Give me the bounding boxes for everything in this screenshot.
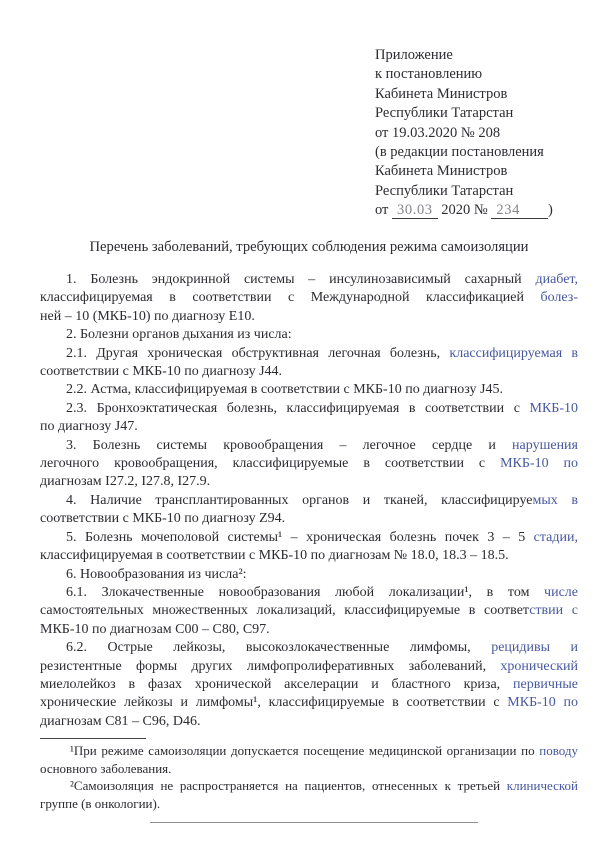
header-line: к постановлению bbox=[375, 66, 483, 83]
header-line: Республики Татарстан bbox=[375, 182, 514, 199]
text-line bbox=[40, 694, 578, 712]
text-segment: МКБ-10 по bbox=[507, 695, 579, 711]
text-line bbox=[40, 308, 578, 326]
document-title: Перечень заболеваний, требующих соблюдения режима самоизоляции bbox=[89, 239, 529, 255]
amendment-date-value: 30.03 bbox=[392, 203, 438, 219]
text-segment: резистентные формы других лимфопролиферативных заболеваний, bbox=[40, 658, 501, 674]
text-line bbox=[40, 400, 578, 418]
text-segment: 2.1. Другая хроническая обструктивная легочная болезнь, bbox=[66, 345, 450, 361]
text-segment: хронический bbox=[500, 658, 578, 674]
text-line bbox=[40, 602, 578, 620]
text-segment: МКБ-10 по диагнозам С00 – С80, С97. bbox=[40, 621, 270, 637]
text-line bbox=[40, 492, 578, 510]
paragraph bbox=[40, 492, 578, 529]
text-segment: нарушения bbox=[512, 437, 578, 453]
paragraph bbox=[40, 639, 578, 731]
amendment-middle: 2020 № bbox=[441, 202, 488, 219]
text-line bbox=[40, 381, 578, 399]
text-segment: 2.2. Астма, классифицируемая в соответствии с МКБ-10 по диагнозу J45. bbox=[66, 382, 503, 398]
text-segment: классифицируемая в соответствии с Международной классификацией bbox=[40, 290, 541, 306]
paragraph bbox=[40, 326, 578, 344]
text-segment: 5. Болезнь мочеполовой системы¹ – хроническая болезнь почек 3 – 5 bbox=[66, 529, 534, 545]
text-segment: числе bbox=[544, 584, 578, 600]
header-line: (в редакции постановления bbox=[375, 144, 544, 161]
text-segment: самостоятельных множественных локализаций, классифицируемые в соответ bbox=[40, 603, 530, 619]
text-line bbox=[40, 566, 578, 584]
text-segment: соответствии с МКБ-10 по диагнозу Z94. bbox=[40, 511, 286, 527]
text-line bbox=[40, 326, 578, 344]
text-line bbox=[40, 621, 578, 639]
text-segment: мых в bbox=[532, 492, 578, 508]
text-segment: болез- bbox=[540, 290, 578, 306]
text-line bbox=[40, 455, 578, 473]
footnote bbox=[40, 777, 578, 812]
text-segment: 3. Болезнь системы кровообращения – легочное сердце и bbox=[66, 437, 513, 453]
header-block bbox=[375, 46, 600, 221]
text-line bbox=[40, 584, 578, 602]
text-segment: по диагнозу J47. bbox=[40, 419, 138, 435]
header-line: Кабинета Министров bbox=[375, 163, 508, 180]
text-segment: 6.2. Острые лейкозы, высокозлокачественные лимфомы, bbox=[66, 640, 492, 656]
text-line bbox=[40, 777, 578, 795]
text-segment: 2.3. Бронхоэктатическая болезнь, классифицируемая в соответствии с bbox=[66, 400, 530, 416]
header-line: Приложение bbox=[375, 47, 453, 63]
amendment-prefix: от bbox=[375, 202, 389, 219]
header-line: от 19.03.2020 № 208 bbox=[375, 124, 501, 141]
text-segment: МКБ-10 по bbox=[500, 456, 578, 472]
text-line bbox=[40, 418, 578, 436]
footnote-separator-line bbox=[40, 738, 146, 739]
text-segment: рецидивы и bbox=[491, 640, 578, 656]
text-line bbox=[40, 639, 578, 657]
paragraph bbox=[40, 437, 578, 492]
text-segment: классифицируемая в bbox=[449, 345, 579, 361]
text-segment: легочного кровообращения, классифицируемые в соответствии с bbox=[40, 456, 501, 472]
paragraph bbox=[40, 271, 578, 326]
text-line bbox=[40, 658, 578, 676]
paragraph bbox=[40, 381, 578, 399]
text-segment: поводу bbox=[539, 743, 578, 758]
text-line bbox=[40, 529, 578, 547]
text-line bbox=[40, 271, 578, 289]
text-line bbox=[40, 345, 578, 363]
text-segment: 2. Болезни органов дыхания из числа: bbox=[66, 327, 292, 343]
footnote bbox=[40, 742, 578, 777]
text-segment: 4. Наличие трансплантированных органов и тканей, классифицируе bbox=[66, 492, 533, 508]
text-line bbox=[40, 795, 578, 813]
paragraph bbox=[40, 529, 578, 566]
text-line bbox=[40, 742, 578, 760]
text-segment: миелолейкоз в фазах хронической акселерации и бластного криза, bbox=[40, 676, 514, 692]
paragraph bbox=[40, 584, 578, 639]
paragraph bbox=[40, 345, 578, 382]
amendment-line bbox=[375, 201, 600, 220]
footnotes bbox=[40, 742, 578, 812]
text-segment: ²Самоизоляция не распространяется на пациентов, отнесенных к третьей bbox=[70, 778, 507, 794]
header-line: Республики Татарстан bbox=[375, 105, 514, 122]
text-segment: первичные bbox=[513, 676, 578, 692]
text-segment: ствии с bbox=[529, 603, 578, 619]
amendment-suffix: ) bbox=[547, 202, 553, 219]
text-segment: диагнозам I27.2, I27.8, I27.9. bbox=[40, 474, 211, 490]
text-line bbox=[40, 510, 578, 528]
text-line bbox=[40, 437, 578, 455]
text-segment: ней – 10 (МКБ-10) по диагнозу Е10. bbox=[40, 308, 255, 324]
paragraph bbox=[40, 400, 578, 437]
text-line bbox=[40, 289, 578, 307]
text-segment: классифицируемая в соответствии с МКБ-10 по диагнозам № 18.0, 18.3 – 18.5. bbox=[40, 548, 509, 564]
text-segment: ¹При режиме самоизоляции допускается посещение медицинской организации по bbox=[70, 743, 540, 758]
text-line bbox=[40, 547, 578, 565]
text-line bbox=[40, 473, 578, 491]
text-segment: диагнозам С81 – С96, D46. bbox=[40, 713, 201, 729]
text-segment: МКБ-10 bbox=[529, 400, 578, 416]
text-line bbox=[40, 760, 578, 778]
amendment-number-value: 234 bbox=[491, 203, 548, 219]
text-segment: хронические лейкозы и лимфомы¹, классифицируемые в соответствии с bbox=[40, 695, 508, 711]
text-segment: диабет, bbox=[535, 272, 578, 287]
text-line bbox=[40, 676, 578, 694]
text-segment: соответствии с МКБ-10 по диагнозу J44. bbox=[40, 364, 283, 380]
text-segment: 6. Новообразования из числа²: bbox=[66, 566, 247, 582]
text-segment: основного заболевания. bbox=[40, 760, 172, 776]
body-paragraphs bbox=[40, 271, 578, 731]
text-segment: стадии, bbox=[533, 529, 578, 545]
text-segment: 6.1. Злокачественные новообразования любой локализации¹, в том bbox=[66, 584, 545, 600]
text-line bbox=[40, 713, 578, 731]
text-line bbox=[40, 363, 578, 381]
paragraph bbox=[40, 566, 578, 584]
text-segment: 1. Болезнь эндокринной системы – инсулинозависимый сахарный bbox=[66, 272, 536, 287]
text-segment: клинической bbox=[506, 778, 578, 794]
header-line: Кабинета Министров bbox=[375, 85, 508, 102]
bottom-rule bbox=[150, 822, 478, 823]
text-segment: группе (в онкологии). bbox=[40, 795, 161, 811]
